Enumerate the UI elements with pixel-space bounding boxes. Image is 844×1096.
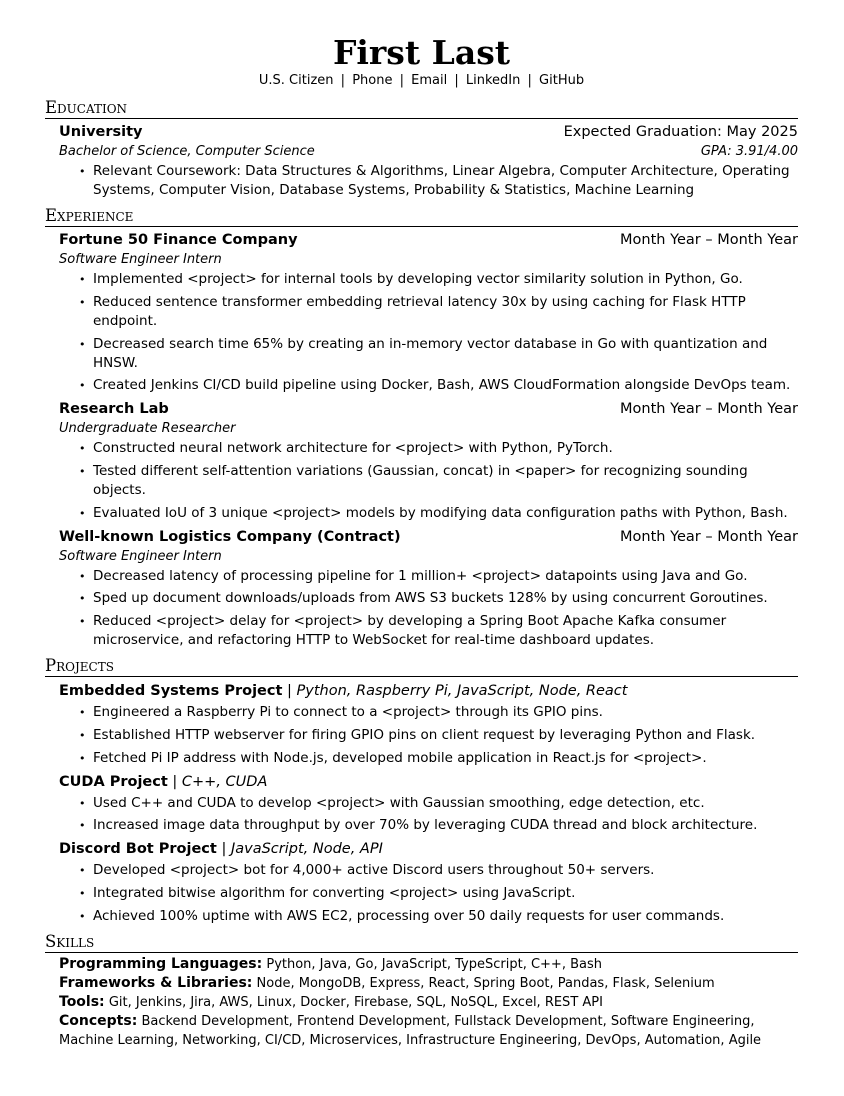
skill-value: Backend Development, Frontend Development, Fullstack Development, Software Engineering, Machine Learning, Networking, CI/CD, Microservices, Infrastructure Engineering, DevOps, Automation, Agile [59, 1013, 762, 1048]
list-item: • Evaluated IoU of 3 unique <project> models by modifying data configuration paths with Python, Bash. [79, 504, 798, 523]
company-name: Well-known Logistics Company (Contract) [59, 528, 401, 545]
contact-linkedin[interactable]: LinkedIn [465, 73, 521, 88]
project-name: Discord Bot Project [59, 841, 217, 858]
skill-row [59, 955, 798, 974]
skill-row [59, 1012, 798, 1050]
project-separator: | [287, 683, 292, 700]
contact-phone[interactable]: Phone [352, 73, 393, 88]
contact-separator: | [454, 73, 459, 88]
project-name: Embedded Systems Project [59, 683, 283, 700]
experience-section [45, 206, 798, 650]
project-tech-stack: Python, Raspberry Pi, JavaScript, Node, React [296, 683, 628, 700]
skills-list [45, 955, 798, 1050]
list-item: • Implemented <project> for internal tools by developing vector similarity solution in Python, Go. [79, 270, 798, 289]
project-tech-stack: C++, CUDA [181, 773, 268, 790]
gpa: GPA: 3.91/4.00 [700, 144, 798, 159]
degree: Bachelor of Science, Computer Science [59, 144, 315, 159]
project-heading [59, 772, 798, 793]
coursework-list [79, 162, 798, 200]
project-heading [59, 839, 798, 860]
bullet-list [79, 703, 798, 768]
project-separator: | [221, 841, 227, 858]
candidate-name: First Last [332, 33, 511, 72]
education-sub-row [59, 143, 798, 161]
experience-entry [45, 399, 798, 523]
contact-separator: | [399, 73, 404, 88]
projects-section [45, 656, 798, 926]
list-item: • Developed <project> bot for 4,000+ active Discord users throughout 50+ servers. [79, 861, 798, 880]
contact-email[interactable]: Email [411, 73, 448, 88]
list-item: • Reduced <project> delay for <project> by developing a Spring Boot Apache Kafka consumer microservice, and refactoring HTTP to WebSocket for real-time dashboard updates. [79, 612, 798, 650]
list-item: • Sped up document downloads/uploads from AWS S3 buckets 128% by using concurrent Goroutines. [79, 589, 798, 608]
project-entry [45, 681, 798, 768]
section-title-experience: Experience [45, 206, 798, 227]
list-item: • Created Jenkins CI/CD build pipeline using Docker, Bash, AWS CloudFormation alongside DevOps team. [79, 376, 798, 395]
employment-dates: Month Year – Month Year [620, 401, 798, 418]
project-entry [45, 839, 798, 926]
job-title: Software Engineer Intern [59, 548, 222, 564]
job-title: Undergraduate Researcher [59, 421, 236, 437]
project-heading [59, 681, 798, 702]
employment-dates: Month Year – Month Year [620, 528, 798, 545]
skill-row [59, 974, 798, 993]
experience-header-row [59, 399, 798, 420]
project-entry [45, 772, 798, 836]
section-title-projects: Projects [45, 656, 798, 677]
bullet-list [79, 567, 798, 651]
skill-value: Node, MongoDB, Express, React, Spring Boot, Pandas, Flask, Selenium [256, 975, 715, 991]
bullet-list [79, 794, 798, 836]
employment-dates: Month Year – Month Year [620, 232, 798, 248]
skill-label: Concepts: [59, 1012, 138, 1029]
list-item: • Used C++ and CUDA to develop <project> with Gaussian smoothing, edge detection, etc. [79, 794, 798, 813]
school-name: University [59, 124, 143, 140]
section-title-skills: Skills [45, 932, 798, 953]
bullet-list [79, 439, 798, 523]
education-section [45, 98, 798, 200]
contact-separator: | [527, 73, 532, 88]
skill-row [59, 993, 798, 1012]
contact-citizenship: U.S. Citizen [258, 73, 334, 88]
list-item: • Achieved 100% uptime with AWS EC2, processing over 50 daily requests for user commands. [79, 907, 798, 926]
company-name: Research Lab [59, 401, 169, 418]
experience-entry [45, 527, 798, 651]
contact-line [45, 72, 798, 90]
company-name: Fortune 50 Finance Company [59, 232, 298, 248]
skill-value: Git, Jenkins, Jira, AWS, Linux, Docker, Firebase, SQL, NoSQL, Excel, REST API [108, 994, 603, 1010]
section-title-education: Education [45, 98, 798, 119]
contact-separator: | [340, 73, 346, 88]
list-item: • Decreased search time 65% by creating an in-memory vector database in Go with quantization and HNSW. [79, 335, 798, 373]
graduation-date: Expected Graduation: May 2025 [563, 124, 798, 140]
bullet-list [79, 270, 798, 395]
contact-github[interactable]: GitHub [539, 73, 585, 88]
list-item: • Integrated bitwise algorithm for converting <project> using JavaScript. [79, 884, 798, 903]
experience-entry [45, 230, 798, 395]
skill-label: Programming Languages: [59, 955, 263, 972]
skill-label: Frameworks & Libraries: [59, 974, 253, 991]
experience-header-row [59, 230, 798, 251]
list-item: • Relevant Coursework: Data Structures & Algorithms, Linear Algebra, Computer Architecture, Operating Systems, Computer Vision, Database Systems, Probability & Statistics, Machine Learning [79, 162, 798, 200]
project-name: CUDA Project [59, 773, 168, 790]
skill-value: Python, Java, Go, JavaScript, TypeScript, C++, Bash [266, 956, 602, 972]
list-item: • Increased image data throughput by over 70% by leveraging CUDA thread and block architecture. [79, 816, 798, 835]
project-separator: | [172, 773, 178, 790]
job-title: Software Engineer Intern [59, 252, 222, 267]
list-item: • Constructed neural network architecture for <project> with Python, PyTorch. [79, 439, 798, 458]
list-item: • Decreased latency of processing pipeline for 1 million+ <project> datapoints using Java and Go. [79, 567, 798, 586]
project-tech-stack: JavaScript, Node, API [230, 841, 383, 858]
bullet-list [79, 861, 798, 926]
experience-header-row [59, 527, 798, 548]
education-entry [45, 122, 798, 200]
list-item: • Reduced sentence transformer embedding retrieval latency 30x by using caching for Flask HTTP endpoint. [79, 293, 798, 331]
list-item: • Established HTTP webserver for firing GPIO pins on client request by leveraging Python and Flask. [79, 726, 798, 745]
skill-label: Tools: [59, 993, 105, 1010]
list-item: • Tested different self-attention variations (Gaussian, concat) in <paper> for recognizing sounding objects. [79, 462, 798, 500]
list-item: • Fetched Pi IP address with Node.js, developed mobile application in React.js for <project>. [79, 749, 798, 768]
list-item: • Engineered a Raspberry Pi to connect to a <project> through its GPIO pins. [79, 703, 798, 722]
skills-section [45, 932, 798, 1050]
education-header-row [59, 122, 798, 143]
